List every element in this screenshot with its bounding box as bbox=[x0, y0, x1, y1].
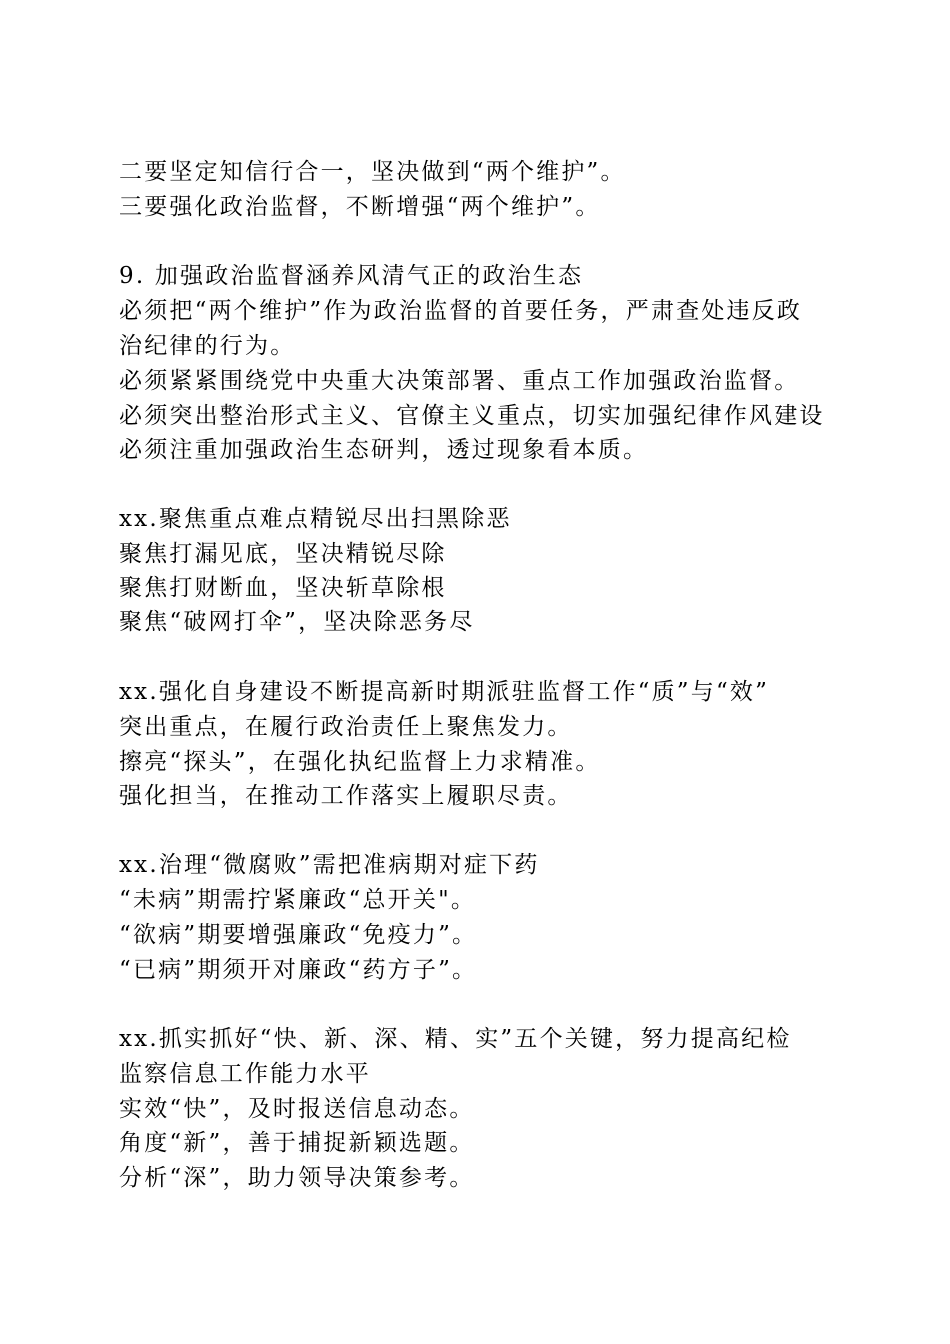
text-line: 实效“快”，及时报送信息动态。 bbox=[119, 1096, 475, 1122]
text-line: 二要坚定知信行合一，坚决做到“两个维护”。 bbox=[119, 159, 626, 185]
text-line: 必须紧紧围绕党中央重大决策部署、重点工作加强政治监督。 bbox=[119, 368, 800, 394]
text-line: “欲病”期要增强廉政“免疫力”。 bbox=[119, 922, 478, 948]
text-line: 聚焦打漏见底，坚决精锐尽除 bbox=[119, 541, 447, 567]
text-line: 治纪律的行为。 bbox=[119, 333, 296, 359]
text-line: 必须突出整治形式主义、官僚主义重点，切实加强纪律作风建设 bbox=[119, 403, 825, 429]
text-line: 监察信息工作能力水平 bbox=[119, 1061, 371, 1087]
section-heading: xx.治理“微腐败”需把准病期对症下药 bbox=[119, 852, 540, 878]
text-line: 聚焦打财断血，坚决斩草除根 bbox=[119, 575, 447, 601]
section-heading: xx.抓实抓好“快、新、深、精、实”五个关键，努力提高纪检 bbox=[119, 1026, 792, 1052]
text-line: 分析“深”，助力领导决策参考。 bbox=[119, 1165, 475, 1191]
text-line: 突出重点，在履行政治责任上聚焦发力。 bbox=[119, 714, 573, 740]
text-line: “未病”期需拧紧廉政“总开关"。 bbox=[119, 887, 477, 913]
text-line: 强化担当，在推动工作落实上履职尽责。 bbox=[119, 783, 573, 809]
text-line: 擦亮“探头”，在强化执纪监督上力求精准。 bbox=[119, 749, 601, 775]
text-line: 必须注重加强政治生态研判，透过现象看本质。 bbox=[119, 437, 649, 463]
section-heading: xx.强化自身建设不断提高新时期派驻监督工作“质”与“效” bbox=[119, 679, 770, 705]
text-line: 角度“新”，善于捕捉新颖选题。 bbox=[119, 1130, 475, 1156]
section-heading: 9. 加强政治监督涵养风清气正的政治生态 bbox=[119, 263, 584, 289]
text-line: 聚焦“破网打伞”，坚决除恶务尽 bbox=[119, 609, 475, 635]
text-line: 必须把“两个维护”作为政治监督的首要任务，严肃查处违反政 bbox=[119, 298, 803, 324]
text-line: 三要强化政治监督，不断增强“两个维护”。 bbox=[119, 194, 601, 220]
section-heading: xx.聚焦重点难点精锐尽出扫黑除恶 bbox=[119, 506, 512, 532]
text-line: “已病”期须开对廉政“药方子”。 bbox=[119, 957, 478, 983]
